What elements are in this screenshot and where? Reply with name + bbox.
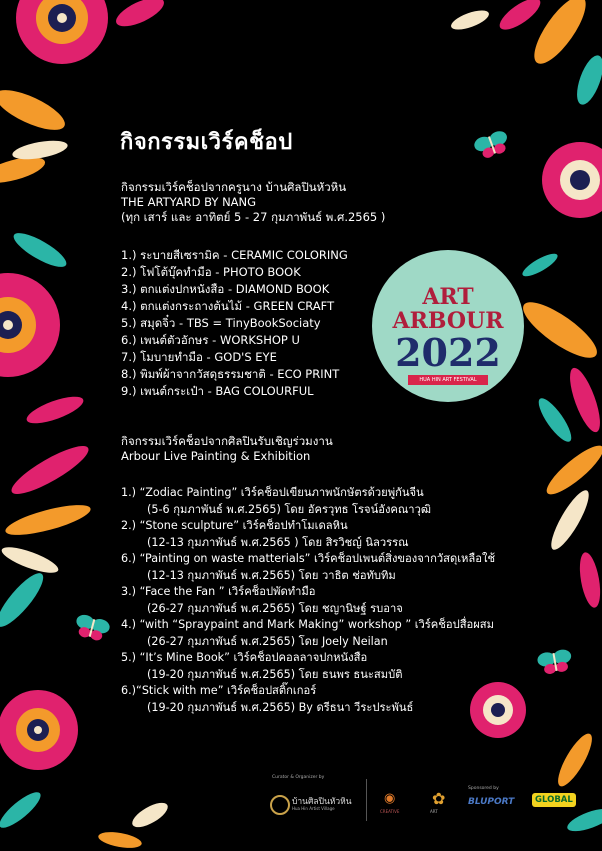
workshop-title: 3.) “Face the Fan ” เวิร์คช็อปพัดทำมือ [121, 585, 316, 598]
sponsor-logo: BLUPORT [468, 797, 515, 807]
organizer-subtitle: Hua Hin Artist Village [292, 806, 335, 811]
butterfly-icon [472, 129, 511, 161]
workshop-detail: (12-13 กุมภาพันธ์ พ.ศ.2565 ) โดย สิรวิชญ์ นิลวรรณ [147, 535, 409, 549]
sponsor-label: Sponsored by [468, 786, 499, 791]
intro-line: THE ARTYARD BY NANG [121, 195, 257, 209]
footer-logos [262, 775, 573, 825]
list-item: 1.) ระบายสีเซรามิค - CERAMIC COLORING [121, 248, 348, 262]
workshop-detail: (19-20 กุมภาพันธ์ พ.ศ.2565) By ดรีธนา วีระประพันธ์ [147, 700, 414, 714]
organizer-name: บ้านศิลปินหัวหิน [292, 797, 352, 807]
list-item: 3.) ตกแต่งปกหนังสือ - DIAMOND BOOK [121, 282, 330, 296]
partner-name: ART [430, 809, 438, 814]
flower-decoration [0, 690, 78, 770]
intro-line: (ทุก เสาร์ และ อาทิตย์ 5 - 27 กุมภาพันธ์ พ.ศ.2565 ) [121, 210, 386, 224]
intro-line: กิจกรรมเวิร์คช็อปจากครูนาง บ้านศิลปินหัวหิน [121, 180, 347, 194]
workshop-title: 6.)“Stick with me” เวิร์คช็อปสติ๊กเกอร์ [121, 684, 317, 697]
workshop-title: 4.) “with “Spraypaint and Mark Making” workshop ” เวิร์คช็อปสื่อผสม [121, 618, 495, 631]
list-item: 2.) โฟโต้บุ๊คทำมือ - PHOTO BOOK [121, 265, 301, 279]
list-item: 6.) เพนต์ตัวอักษร - WORKSHOP U [121, 333, 300, 347]
list-item: 8.) พิมพ์ผ้าจากวัสดุธรรมชาติ - ECO PRINT [121, 367, 340, 381]
list-item: 4.) ตกแต่งกระถางต้นไม้ - GREEN CRAFT [121, 299, 335, 313]
workshop-title: 2.) “Stone sculpture” เวิร์คช็อปทำโมเดลหิน [121, 519, 348, 532]
logo-word: ART [422, 284, 474, 310]
list-item [121, 683, 495, 716]
section-line: Arbour Live Painting & Exhibition [121, 449, 311, 463]
art-arbour-logo [372, 250, 524, 402]
section-line: กิจกรรมเวิร์คช็อปจากศิลปินรับเชิญร่วมงาน [121, 434, 333, 448]
organizer-label: Curator & Organizer by [272, 775, 325, 780]
list-item [121, 551, 495, 584]
list-item [121, 584, 495, 617]
divider [366, 779, 367, 821]
list-item [121, 650, 495, 683]
butterfly-icon [536, 648, 573, 676]
guest-workshop-list [121, 485, 495, 716]
workshop-detail: (26-27 กุมภาพันธ์ พ.ศ.2565) โดย ชญานิษฐ์ รบอาจ [147, 601, 403, 615]
partner-name: CREATIVE [380, 809, 400, 814]
flower-decoration [0, 273, 60, 377]
workshop-detail: (26-27 กุมภาพันธ์ พ.ศ.2565) โดย Joely Neilan [147, 634, 388, 648]
list-item [121, 518, 495, 551]
workshop-detail: (5-6 กุมภาพันธ์ พ.ศ.2565) โดย อัครวุทธ โรจน์อังคณาวุฒิ [147, 502, 431, 516]
butterfly-icon [73, 613, 112, 643]
sponsor-logo: GLOBAL [532, 793, 576, 807]
list-item [121, 617, 495, 650]
sun-logo-icon [270, 795, 290, 815]
swirl-logo-icon: ✿ [432, 789, 446, 808]
workshop-detail: (12-13 กุมภาพันธ์ พ.ศ.2565) โดย วาธิต ช่อทับทิม [147, 568, 396, 582]
workshop-title: 6.) “Painting on waste matterials” เวิร์คช็อปเพนต์สิ่งของจากวัสดุเหลือใช้ [121, 552, 496, 565]
workshop-detail: (19-20 กุมภาพันธ์ พ.ศ.2565) โดย ธนพร ธนะสมบัติ [147, 667, 403, 681]
flower-decoration [542, 142, 602, 218]
list-item: 7.) โมบายทำมือ - GOD'S EYE [121, 350, 277, 364]
workshop-title: 1.) “Zodiac Painting” เวิร์คช็อปเขียนภาพนักษัตรด้วยพู่กันจีน [121, 486, 424, 499]
list-item [121, 485, 495, 518]
logo-word: ARBOUR [392, 308, 504, 334]
page-title: กิจกรรมเวิร์คช็อป [120, 130, 293, 155]
guest-section-heading [121, 434, 333, 464]
intro-block [121, 180, 385, 225]
flower-decoration [16, 0, 108, 64]
workshop-list [121, 247, 348, 400]
workshop-title: 5.) “It’s Mine Book” เวิร์คช็อปคอลลาจปกหนังสือ [121, 651, 368, 664]
list-item: 9.) เพนต์กระเป๋า - BAG COLOURFUL [121, 384, 314, 398]
logo-band: HUA HIN ART FESTIVAL [408, 375, 488, 385]
eye-logo-icon: ◉ [384, 791, 396, 806]
logo-year: 2022 [395, 330, 501, 375]
list-item: 5.) สมุดจิ๋ว - TBS = TinyBookSociaty [121, 316, 321, 330]
